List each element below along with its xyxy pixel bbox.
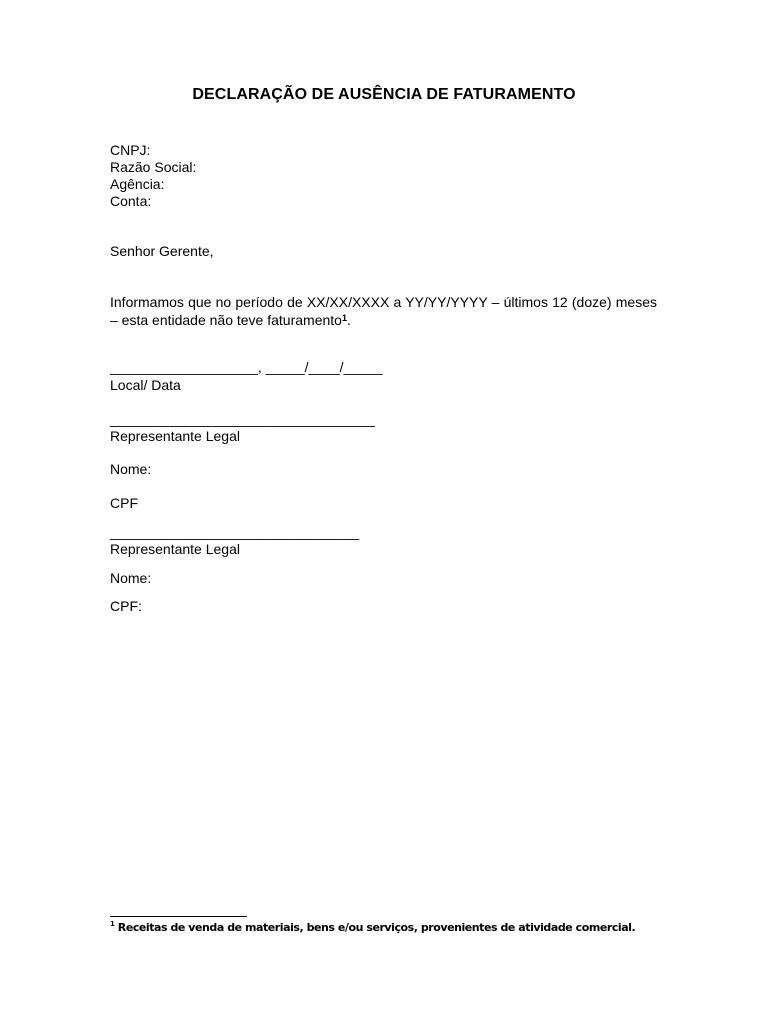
agencia-label: Agência: bbox=[110, 176, 165, 192]
declaration-text: Informamos que no período de XX/XX/XXXX a YY/YY/YYYY – últimos 12 (doze) meses – esta entidade não teve faturamento bbox=[110, 294, 657, 328]
footnote-separator bbox=[110, 916, 247, 917]
name-label-1: Nome: bbox=[110, 461, 152, 477]
cpf-label-1: CPF bbox=[110, 495, 138, 511]
local-data-line: ___________________, _____/____/_____ bbox=[110, 359, 383, 375]
local-data-label: Local/ Data bbox=[110, 377, 181, 393]
cnpj-label: CNPJ: bbox=[110, 142, 151, 158]
representative-label-2: Representante Legal bbox=[110, 541, 240, 557]
representative-label-1: Representante Legal bbox=[110, 428, 240, 444]
footnote bbox=[110, 921, 635, 934]
greeting: Senhor Gerente, bbox=[110, 243, 214, 259]
signature-line-2: ________________________________ bbox=[110, 524, 360, 540]
conta-label: Conta: bbox=[110, 193, 152, 209]
declaration-period: . bbox=[346, 312, 351, 328]
document-title: DECLARAÇÃO DE AUSÊNCIA DE FATURAMENTO bbox=[192, 86, 576, 103]
cpf-label-2: CPF: bbox=[110, 598, 142, 614]
footnote-text: Receitas de venda de materiais, bens e/ou serviços, provenientes de atividade comercial. bbox=[114, 921, 636, 934]
footnote-reference: 1 bbox=[341, 313, 347, 323]
footnote-mark: 1 bbox=[110, 920, 115, 928]
signature-line-1: __________________________________ bbox=[110, 411, 375, 427]
declaration-paragraph bbox=[110, 293, 657, 329]
name-label-2: Nome: bbox=[110, 570, 152, 586]
razao-social-label: Razão Social: bbox=[110, 159, 197, 175]
